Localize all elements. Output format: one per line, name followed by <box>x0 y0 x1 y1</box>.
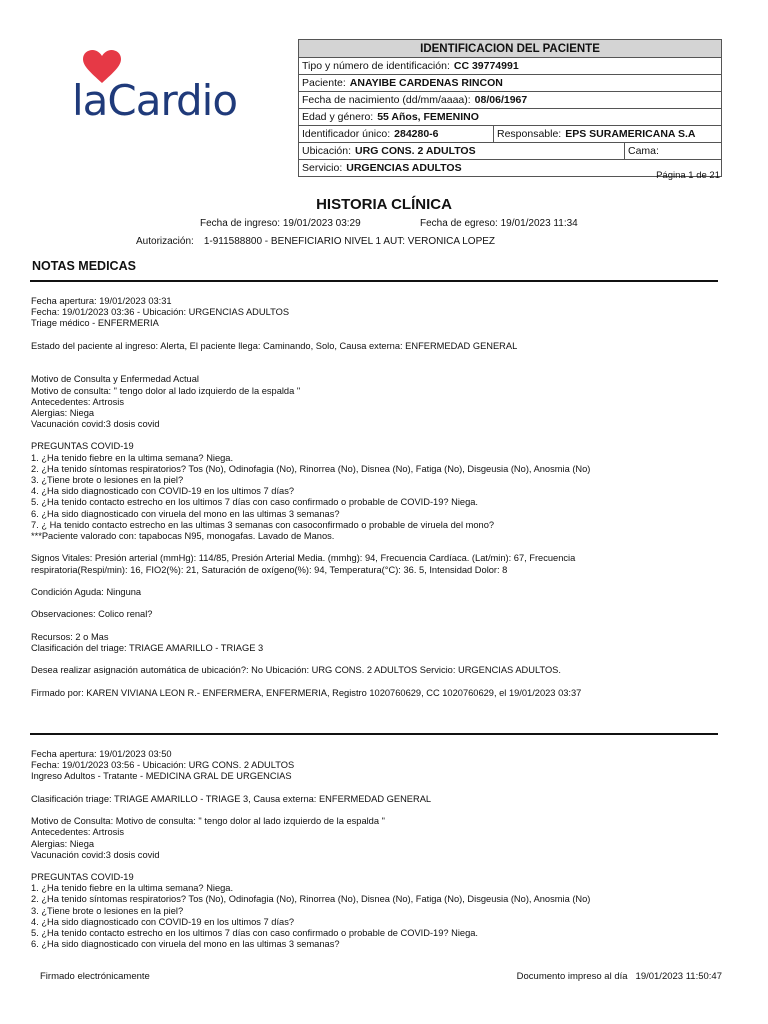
note-line: 4. ¿Ha sido diagnosticado con COVID-19 en los ultimos 7 días? <box>31 486 295 497</box>
note-line: respiratoria(Respi/min): 16, FIO2(%): 21, Saturación de oxígeno(%): 94, Temperatura(°C): 36. 5, Intensidad Dolor: 8 <box>31 564 508 575</box>
uid-label: Identificador único: <box>302 128 391 140</box>
page-number: Página 1 de 21 <box>656 170 720 181</box>
service-value: URGENCIAS ADULTOS <box>346 162 462 174</box>
note-line: 4. ¿Ha sido diagnosticado con COVID-19 en los ultimos 7 días? <box>31 916 295 927</box>
note-spacer <box>31 654 590 665</box>
logo-text: laCardio <box>72 76 238 125</box>
note-line: 5. ¿Ha tenido contacto estrecho en los ultimos 7 días con caso confirmado o probable de COVID-19? Niega. <box>31 928 479 938</box>
note-line: 6. ¿Ha sido diagnosticado con viruela del mono en las ultimas 3 semanas? <box>31 939 340 950</box>
note-line: Antecedentes: Artrosis <box>31 396 125 407</box>
note-line: 7. ¿ Ha tenido contacto estrecho en las ultimas 3 semanas con casoconfirmado o probable de viruela del mono? <box>31 519 495 530</box>
medical-note-triage <box>31 296 590 699</box>
note-line: 3. ¿Tiene brote o lesiones en la piel? <box>31 905 184 916</box>
patient-id-header: IDENTIFICACION DEL PACIENTE <box>299 40 722 58</box>
note-line: Recursos: 2 o Mas <box>31 631 109 642</box>
ubicacion-cell <box>299 143 625 160</box>
note-line: PREGUNTAS COVID-19 <box>31 872 134 883</box>
note-spacer <box>31 352 590 363</box>
loc-label: Ubicación: <box>302 145 352 157</box>
bed-label: Cama: <box>628 145 659 157</box>
note-line: Signos Vitales: Presión arterial (mmHg): 114/85, Presión Arterial Media. (mmhg): 94, Frecuencia Cardíaca. (Lat/min): 67, Frecuencia <box>31 553 576 564</box>
note-line: Fecha apertura: 19/01/2023 03:50 <box>31 749 172 759</box>
note-spacer <box>31 676 590 687</box>
patient-id-row <box>299 58 722 75</box>
name-label: Paciente: <box>302 77 346 89</box>
note-divider <box>30 733 718 735</box>
uid-cell <box>299 126 494 143</box>
note-line: Condición Aguda: Ninguna <box>31 586 142 597</box>
note-line: Fecha apertura: 19/01/2023 03:31 <box>31 296 172 306</box>
document-title: HISTORIA CLÍNICA <box>316 196 452 213</box>
note-line: Clasificación triage: TRIAGE AMARILLO - TRIAGE 3, Causa externa: ENFERMEDAD GENERAL <box>31 793 432 804</box>
section-divider <box>30 280 718 282</box>
note-line: Antecedentes: Artrosis <box>31 827 125 838</box>
patient-name-row <box>299 75 722 92</box>
patient-age-row <box>299 109 722 126</box>
note-line: Ingreso Adultos - Tratante - MEDICINA GRAL DE URGENCIAS <box>31 771 292 782</box>
note-line: 2. ¿Ha tenido síntomas respiratorios? Tos (No), Odinofagia (No), Rinorrea (No), Disnea (No), Fatiga (No), Disgeusia (No), Anosmia (No) <box>31 463 591 474</box>
note-line: 3. ¿Tiene brote o lesiones en la piel? <box>31 475 184 485</box>
name-value: ANAYIBE CARDENAS RINCON <box>349 77 503 89</box>
note-line: Fecha: 19/01/2023 03:56 - Ubicación: URG CONS. 2 ADULTOS <box>31 760 295 771</box>
note-line: Vacunación covid:3 dosis covid <box>31 849 160 860</box>
note-spacer <box>31 542 590 553</box>
note-spacer <box>31 805 590 816</box>
note-spacer <box>31 620 590 631</box>
resp-value: EPS SURAMERICANA S.A <box>565 128 696 140</box>
note-line: Alergias: Niega <box>31 838 95 849</box>
id-label: Tipo y número de identificación: <box>302 60 450 72</box>
note-line: 1. ¿Ha tenido fiebre en la ultima semana? Niega. <box>31 883 234 894</box>
loc-value: URG CONS. 2 ADULTOS <box>355 145 476 157</box>
note-line: Motivo de Consulta y Enfermedad Actual <box>31 374 199 385</box>
note-spacer <box>31 330 590 341</box>
note-line: Clasificación del triage: TRIAGE AMARILLO - TRIAGE 3 <box>31 642 264 653</box>
note-line: 2. ¿Ha tenido síntomas respiratorios? Tos (No), Odinofagia (No), Rinorrea (No), Disnea (No), Fatiga (No), Disgeusia (No), Anosmia (No) <box>31 894 591 905</box>
printed-datetime: 19/01/2023 11:50:47 <box>635 971 722 982</box>
age-value: 55 Años, FEMENINO <box>377 111 479 123</box>
note-line: PREGUNTAS COVID-19 <box>31 441 134 452</box>
note-line: Estado del paciente al ingreso: Alerta, El paciente llega: Caminando, Solo, Causa externa: ENFERMEDAD GENERAL <box>31 340 518 351</box>
autorizacion <box>136 236 495 247</box>
lacardio-logo <box>72 50 252 124</box>
note-line: Fecha: 19/01/2023 03:36 - Ubicación: URGENCIAS ADULTOS <box>31 307 290 318</box>
dob-label: Fecha de nacimiento (dd/mm/aaaa): <box>302 94 471 106</box>
dob-value: 08/06/1967 <box>474 94 528 106</box>
note-line: Desea realizar asignación automática de ubicación?: No Ubicación: URG CONS. 2 ADULTOS Servicio: URGENCIAS ADULTOS. <box>31 665 561 676</box>
fecha-egreso: Fecha de egreso: 19/01/2023 11:34 <box>420 218 578 229</box>
note-line: 1. ¿Ha tenido fiebre en la ultima semana? Niega. <box>31 452 234 463</box>
age-label: Edad y género: <box>302 111 374 123</box>
note-line: Vacunación covid:3 dosis covid <box>31 419 160 430</box>
fecha-ingreso: Fecha de ingreso: 19/01/2023 03:29 <box>200 218 361 229</box>
id-value: CC 39774991 <box>453 60 519 72</box>
uid-value: 284280-6 <box>394 128 439 140</box>
patient-dob-row <box>299 92 722 109</box>
note-line: ***Paciente valorado con: tapabocas N95, monogafas. Lavado de Manos. <box>31 530 335 541</box>
printed-label: Documento impreso al día <box>516 971 628 982</box>
footer-signed: Firmado electrónicamente <box>40 971 150 982</box>
note-spacer <box>31 430 590 441</box>
service-label: Servicio: <box>302 162 343 174</box>
note-line: Firmado por: KAREN VIVIANA LEON R.- ENFERMERA, ENFERMERIA, Registro 1020760629, CC 1020760629, el 19/01/2023 03:37 <box>31 687 582 698</box>
note-spacer <box>31 783 590 794</box>
note-spacer <box>31 861 590 872</box>
note-line: 6. ¿Ha sido diagnosticado con viruela del mono en las ultimas 3 semanas? <box>31 508 340 519</box>
note-line: Alergias: Niega <box>31 407 95 418</box>
cama-cell <box>625 143 722 160</box>
medical-note-ingreso <box>31 749 590 950</box>
footer-printed <box>517 971 722 982</box>
resp-label: Responsable: <box>497 128 562 140</box>
note-line: 5. ¿Ha tenido contacto estrecho en los ultimos 7 días con caso confirmado o probable de COVID-19? Niega. <box>31 497 479 508</box>
autorizacion-label: Autorización: <box>136 236 194 247</box>
note-line: Motivo de Consulta: Motivo de consulta: " tengo dolor al lado izquierdo de la espalda " <box>31 816 385 827</box>
note-line: Motivo de consulta: " tengo dolor al lado izquierdo de la espalda " <box>31 385 301 396</box>
note-line: Triage médico - ENFERMERIA <box>31 318 159 329</box>
patient-id-table <box>298 39 722 177</box>
autorizacion-value: 1-911588800 - BENEFICIARIO NIVEL 1 AUT: VERONICA LOPEZ <box>203 236 496 247</box>
responsable-cell <box>494 126 722 143</box>
note-spacer <box>31 598 590 609</box>
section-title: NOTAS MEDICAS <box>32 259 136 273</box>
note-spacer <box>31 576 590 587</box>
note-line: Observaciones: Colico renal? <box>31 609 153 620</box>
note-spacer <box>31 363 590 374</box>
